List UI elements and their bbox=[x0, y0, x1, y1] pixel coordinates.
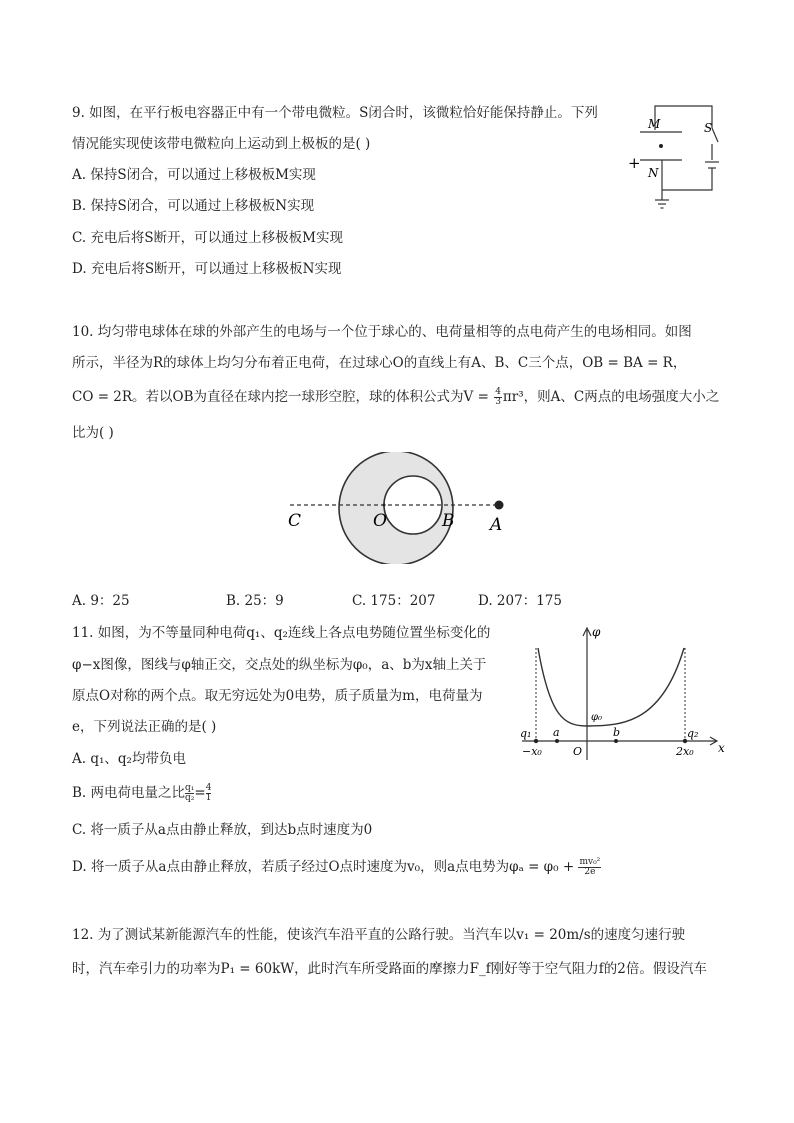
point-a-dot bbox=[555, 739, 559, 743]
ratio-value-denominator: 1 bbox=[205, 793, 212, 803]
q10-line3-suffix: πr³，则A、C两点的电场强度大小之 bbox=[502, 389, 720, 405]
q11-stem-line-3: 原点O对称的两个点。取无穷远处为0电势，质子质量为m，电荷量为 bbox=[72, 688, 483, 704]
point-a-dot bbox=[495, 501, 504, 510]
x-axis-label: x bbox=[718, 741, 725, 755]
b-label: b bbox=[613, 726, 621, 739]
q11-option-c: C. 将一质子从a点由静止释放，到达b点时速度为0 bbox=[72, 822, 373, 838]
plate-n-label: N bbox=[648, 166, 659, 180]
center-o-label: O bbox=[373, 511, 387, 531]
q12-stem-line-1: 12. 为了测试某新能源汽车的性能，使该汽车沿平直的公路行驶。当汽车以v₁ = 20m/s的速度匀速行驶 bbox=[72, 927, 686, 943]
q10-stem-line-4: 比为( ) bbox=[72, 425, 114, 441]
neg-x0-label: −x₀ bbox=[522, 745, 542, 758]
q9-stem-line-1: 9. 如图，在平行板电容器正中有一个带电微粒。S闭合时，该微粒恰好能保持静止。下列 bbox=[72, 105, 598, 121]
q11-option-d bbox=[72, 858, 601, 877]
q10-option-b: B. 25：9 bbox=[226, 593, 284, 609]
point-a-label: A bbox=[490, 515, 503, 535]
q10-stem-line-3 bbox=[72, 388, 719, 407]
volume-fraction-numerator: 4 bbox=[495, 387, 501, 397]
q9-option-a: A. 保持S闭合，可以通过上移极板M实现 bbox=[72, 167, 316, 183]
point-c-label: C bbox=[288, 511, 302, 531]
charge-ratio-denominator: q₂ bbox=[185, 793, 195, 803]
ratio-value-numerator: 4 bbox=[205, 783, 212, 793]
point-b-label: B bbox=[442, 511, 455, 531]
charge-ratio-numerator: q₁ bbox=[185, 783, 195, 793]
q9-capacitor-circuit-figure bbox=[622, 98, 722, 218]
q10-stem-line-2: 所示，半径为R的球体上均匀分布着正电荷，在过球心O的直线上有A、B、C三个点，OB = BA = R， bbox=[72, 355, 687, 371]
q11-stem-line-2: φ−x图像，图线与φ轴正交，交点处的纵坐标为φ₀，a、b为x轴上关于 bbox=[72, 657, 487, 673]
q10-option-d: D. 207：175 bbox=[478, 593, 562, 609]
two-x0-label: 2x₀ bbox=[676, 745, 694, 758]
potential-fraction bbox=[578, 858, 601, 877]
q10-sphere-cavity-figure bbox=[284, 452, 508, 564]
equals-sign: = bbox=[194, 785, 206, 801]
q11-option-a: A. q₁、q₂均带负电 bbox=[72, 751, 186, 767]
q11-stem-line-4: e，下列说法正确的是( ) bbox=[72, 719, 217, 735]
charged-particle-dot bbox=[659, 144, 663, 148]
charge-ratio-fraction bbox=[185, 784, 194, 803]
q2-label: q₂ bbox=[687, 727, 699, 740]
q11-option-d-text: D. 将一质子从a点由静止释放，若质子经过O点时速度为v₀，则a点电势为φₐ = φ₀ + bbox=[72, 859, 579, 875]
q10-stem-line-1: 10. 均匀带电球体在球的外部产生的电场与一个位于球心的、电荷量相等的点电荷产生的电场相同。如图 bbox=[72, 324, 692, 340]
q11-stem-line-1: 11. 如图，为不等量同种电荷q₁、q₂连线上各点电势随位置坐标变化的 bbox=[72, 625, 491, 641]
point-b-dot bbox=[614, 739, 618, 743]
potential-curve bbox=[538, 648, 684, 726]
switch-s-label: S bbox=[704, 121, 713, 135]
plate-m-label: M bbox=[648, 117, 661, 131]
q10-option-a: A. 9：25 bbox=[72, 593, 130, 609]
potential-fraction-denominator: 2e bbox=[584, 867, 596, 877]
q11-option-b-text: B. 两电荷电量之比 bbox=[72, 785, 186, 801]
potential-fraction-numerator: mv₀² bbox=[579, 857, 601, 867]
phi0-label: φ₀ bbox=[591, 712, 603, 723]
plus-sign-label: + bbox=[628, 154, 641, 172]
volume-fraction-denominator: 3 bbox=[495, 397, 501, 407]
q12-stem-line-2: 时，汽车牵引力的功率为P₁ = 60kW，此时汽车所受路面的摩擦力F_f刚好等于空气阻力f的2倍。假设汽车 bbox=[72, 961, 707, 977]
q11-option-b bbox=[72, 784, 211, 803]
origin-label: O bbox=[573, 745, 583, 758]
a-label: a bbox=[553, 726, 560, 739]
q9-option-d: D. 充电后将S断开，可以通过上移极板N实现 bbox=[72, 261, 342, 277]
phi-axis-label: φ bbox=[592, 625, 601, 639]
q10-line3-prefix: CO = 2R。若以OB为直径在球内挖一球形空腔，球的体积公式为V = bbox=[72, 389, 494, 405]
q9-option-c: C. 充电后将S断开，可以通过上移极板M实现 bbox=[72, 230, 344, 246]
volume-fraction bbox=[494, 388, 502, 407]
q11-potential-graph-figure bbox=[512, 622, 728, 762]
q1-label: q₁ bbox=[520, 727, 532, 740]
q9-option-b: B. 保持S闭合，可以通过上移极板N实现 bbox=[72, 198, 315, 214]
charge-q1-dot bbox=[534, 739, 538, 743]
ratio-value-fraction bbox=[206, 784, 212, 803]
q10-option-c: C. 175：207 bbox=[352, 593, 436, 609]
q9-stem-line-2: 情况能实现使该带电微粒向上运动到上极板的是( ) bbox=[72, 136, 371, 152]
